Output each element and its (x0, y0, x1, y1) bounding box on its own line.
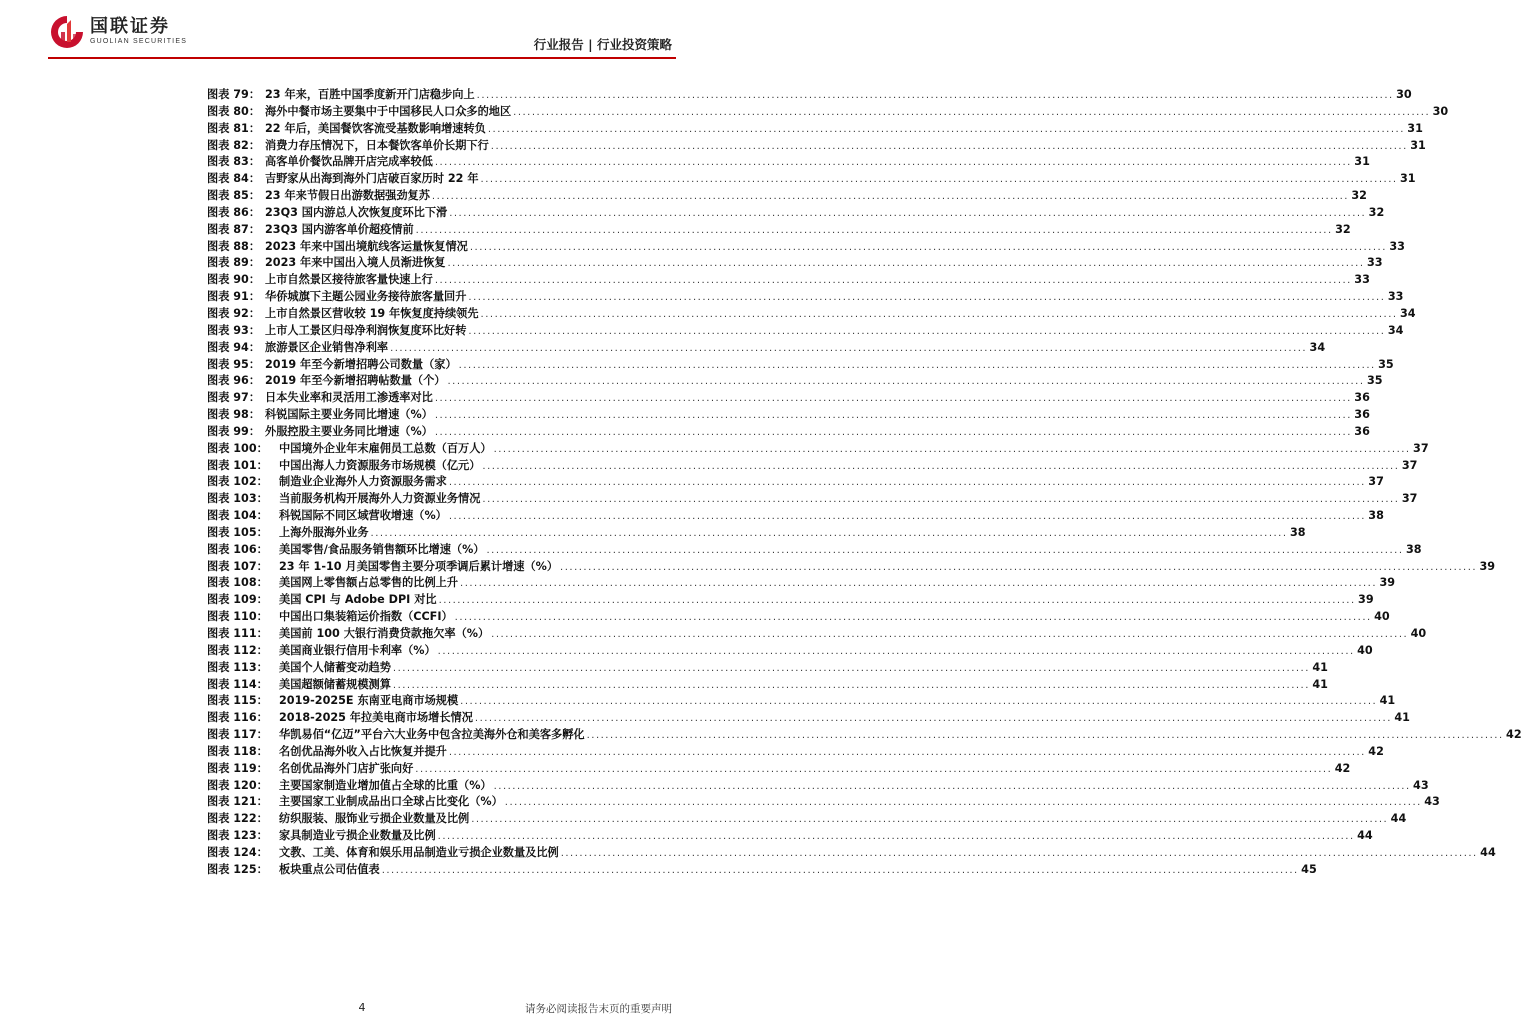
toc-entry[interactable] (207, 474, 1384, 491)
figure-title: 2019-2025E 东南亚电商市场规模 (279, 694, 459, 708)
toc-entry[interactable] (207, 559, 1496, 576)
toc-entry[interactable] (207, 727, 1522, 744)
figure-label: 图表 109： (207, 593, 268, 607)
figure-title: 23Q3 国内游总人次恢复度环比下滑 (265, 205, 448, 219)
toc-entry[interactable] (207, 811, 1407, 828)
page-ref: 36 (1354, 391, 1370, 405)
dot-leader (482, 492, 1399, 509)
dot-leader (447, 374, 1364, 391)
figure-title: 23Q3 国内游客单价超疫情前 (265, 222, 414, 236)
toc-entry[interactable] (207, 306, 1416, 323)
toc-entry[interactable] (207, 272, 1370, 289)
dot-leader (460, 576, 1377, 593)
figure-label: 图表 100： (207, 441, 268, 455)
figure-label: 图表 121： (207, 795, 268, 809)
toc-entry[interactable] (207, 626, 1427, 643)
toc-entry[interactable] (207, 693, 1396, 710)
page-ref: 37 (1401, 492, 1418, 506)
page-ref: 32 (1335, 222, 1351, 236)
page-ref: 34 (1309, 340, 1326, 354)
toc-entry[interactable] (207, 458, 1418, 475)
figure-title: 上市自然景区营收较 19 年恢复度持续领先 (265, 306, 479, 320)
toc-entry[interactable] (207, 828, 1373, 845)
page-ref: 41 (1312, 677, 1328, 691)
figure-title: 上市人工景区归母净利润恢复度环比好转 (265, 323, 467, 337)
figure-label: 图表 94： (207, 340, 261, 354)
toc-entry[interactable] (207, 845, 1496, 862)
figure-label: 图表 125： (207, 862, 268, 876)
dot-leader (371, 526, 1288, 543)
figure-title: 高客单价餐饮品牌开店完成率较低 (265, 155, 433, 169)
toc-entry[interactable] (207, 239, 1405, 256)
figure-label: 图表 88： (207, 239, 261, 253)
toc-entry[interactable] (207, 542, 1422, 559)
figure-title: 科锐国际主要业务同比增速（%） (265, 408, 433, 422)
page-ref: 31 (1400, 172, 1416, 186)
dot-leader (393, 661, 1310, 678)
header-divider (48, 57, 676, 59)
toc-entry[interactable] (207, 744, 1384, 761)
dot-leader (382, 863, 1299, 880)
figure-label: 图表 96： (207, 374, 261, 388)
toc-entry[interactable] (207, 491, 1418, 508)
dot-leader (393, 678, 1310, 695)
dot-leader (449, 509, 1366, 526)
page-ref: 39 (1379, 576, 1396, 590)
figure-label: 图表 83： (207, 155, 261, 169)
figure-title: 日本失业率和灵活用工渗透率对比 (265, 391, 433, 405)
figure-label: 图表 85： (207, 189, 261, 203)
dot-leader (470, 240, 1387, 257)
page-ref: 42 (1334, 761, 1351, 775)
figure-title: 吉野家从出海到海外门店破百家历时 22 年 (265, 172, 479, 186)
logo-english-name: GUOLIAN SECURITIES (90, 38, 188, 45)
dot-leader (513, 105, 1430, 122)
toc-entry[interactable] (207, 390, 1370, 407)
toc-entry[interactable] (207, 424, 1370, 441)
dot-leader (435, 425, 1352, 442)
figure-title: 旅游景区企业销售净利率 (265, 340, 389, 354)
figure-label: 图表 108： (207, 576, 268, 590)
figure-title: 美国前 100 大银行消费贷款拖欠率（%） (279, 627, 490, 640)
toc-entry[interactable] (207, 592, 1374, 609)
figure-title: 上市自然景区接待旅客量快速上行 (265, 273, 433, 287)
dot-leader (481, 307, 1398, 324)
figure-label: 图表 101： (207, 458, 268, 472)
figure-title: 中国出口集装箱运价指数（CCFI） (279, 610, 453, 624)
dot-leader (587, 728, 1504, 745)
toc-entry[interactable] (207, 87, 1412, 104)
figure-title: 美国网上零售额占总零售的比例上升 (279, 576, 459, 590)
page-ref: 33 (1387, 290, 1404, 304)
dot-leader (475, 711, 1392, 728)
page-ref: 38 (1405, 542, 1422, 556)
page-ref: 40 (1410, 627, 1427, 640)
toc-entry[interactable] (207, 289, 1404, 306)
figure-title: 中国境外企业年末雇佣员工总数（百万人） (279, 441, 492, 455)
figure-title: 美国 CPI 与 Adobe DPI 对比 (279, 593, 437, 607)
page-ref: 43 (1413, 778, 1429, 792)
toc-entry[interactable] (207, 660, 1328, 677)
figure-title: 纺织服装、服饰业亏损企业数量及比例 (279, 812, 470, 826)
page-ref: 42 (1506, 728, 1522, 742)
page-ref: 41 (1379, 694, 1396, 708)
page-ref: 39 (1358, 593, 1374, 607)
page-header (0, 0, 724, 62)
page-ref: 44 (1480, 845, 1496, 859)
figure-title: 2018-2025 年拉美电商市场增长情况 (279, 711, 473, 725)
dot-leader (460, 694, 1377, 711)
toc-entry[interactable] (207, 441, 1429, 458)
page-ref: 33 (1366, 256, 1383, 270)
figure-label: 图表 99： (207, 424, 261, 438)
dot-leader (416, 223, 1333, 240)
page-ref: 36 (1354, 424, 1370, 438)
figure-title: 2023 年来中国出境航线客运量恢复情况 (265, 239, 468, 253)
figure-label: 图表 90： (207, 273, 261, 287)
page-ref: 32 (1368, 205, 1385, 219)
page-ref: 44 (1357, 829, 1373, 843)
guolian-logo-icon (50, 14, 84, 50)
dot-leader (468, 324, 1385, 341)
dot-leader (435, 273, 1352, 290)
figure-title: 华凯易佰“亿迈”平台六大业务中包含拉美海外仓和美客多孵化 (279, 728, 585, 742)
toc-entry[interactable] (207, 778, 1429, 795)
page-ref: 45 (1301, 862, 1317, 876)
figure-label: 图表 93： (207, 323, 261, 337)
page-ref: 41 (1312, 660, 1328, 674)
figure-title: 文教、工美、体育和娱乐用品制造业亏损企业数量及比例 (279, 845, 559, 859)
figure-label: 图表 123： (207, 829, 268, 843)
figure-title: 当前服务机构开展海外人力资源业务情况 (279, 492, 481, 506)
figure-label: 图表 120： (207, 778, 268, 792)
figure-label: 图表 95： (207, 357, 261, 371)
figure-label: 图表 79： (207, 88, 261, 101)
page-number: 4 (358, 1001, 366, 1014)
figure-title: 制造业企业海外人力资源服务需求 (279, 475, 447, 489)
disclaimer-note: 请务必阅读报告末页的重要声明 (525, 1003, 672, 1015)
figure-label: 图表 97： (207, 391, 261, 405)
figure-label: 图表 122： (207, 812, 268, 826)
figure-label: 图表 114： (207, 677, 268, 691)
toc-entry[interactable] (207, 609, 1390, 626)
figure-label: 图表 110： (207, 610, 268, 624)
figure-title: 板块重点公司估值表 (279, 862, 380, 876)
guolian-logo (50, 14, 187, 50)
dot-leader (455, 610, 1372, 627)
figure-label: 图表 124： (207, 845, 268, 859)
page-ref: 34 (1400, 306, 1416, 320)
dot-leader (459, 358, 1376, 375)
page-ref: 41 (1394, 711, 1410, 725)
page-ref: 35 (1378, 357, 1394, 371)
figure-label: 图表 104： (207, 509, 268, 523)
page-ref: 37 (1401, 458, 1418, 472)
page-ref: 38 (1368, 509, 1384, 523)
logo-chinese-name: 国联证券 (90, 16, 170, 37)
figure-label: 图表 92： (207, 306, 261, 320)
toc-entry[interactable] (207, 643, 1373, 660)
toc-entry[interactable] (207, 154, 1370, 171)
figure-label: 图表 87： (207, 222, 261, 236)
dot-leader (468, 290, 1385, 307)
dot-leader (505, 795, 1422, 812)
page-ref: 34 (1387, 323, 1404, 337)
toc-entry[interactable] (207, 340, 1326, 357)
dot-leader (449, 475, 1366, 492)
dot-leader (435, 408, 1352, 425)
dot-leader (435, 391, 1352, 408)
page-ref: 40 (1374, 610, 1390, 624)
dot-leader (488, 122, 1405, 139)
dot-leader (438, 644, 1355, 661)
figure-label: 图表 82： (207, 138, 261, 152)
figure-label: 图表 105： (207, 525, 268, 539)
figure-label: 图表 103： (207, 492, 268, 506)
dot-leader (494, 442, 1411, 459)
figure-label: 图表 107： (207, 559, 268, 573)
toc-entry[interactable] (207, 407, 1370, 424)
dot-leader (482, 459, 1399, 476)
toc-entry[interactable] (207, 171, 1416, 188)
dot-leader (491, 139, 1408, 156)
page-ref: 30 (1432, 104, 1449, 118)
toc-entry[interactable] (207, 525, 1306, 542)
figure-label: 图表 116： (207, 711, 268, 725)
figure-title: 美国超额储蓄规模测算 (279, 677, 391, 691)
toc-entry[interactable] (207, 121, 1423, 138)
page-ref: 38 (1289, 525, 1306, 539)
report-category: 行业报告 | 行业投资策略 (533, 37, 672, 52)
toc-entry[interactable] (207, 255, 1383, 272)
page-ref: 37 (1368, 475, 1384, 489)
page-ref: 33 (1354, 273, 1370, 287)
page-ref: 44 (1390, 812, 1407, 826)
figure-title: 上海外服海外业务 (279, 525, 369, 539)
toc-entry[interactable] (207, 794, 1440, 811)
figure-index-list (207, 87, 1522, 879)
figure-label: 图表 106： (207, 542, 268, 556)
dot-leader (438, 829, 1355, 846)
figure-title: 海外中餐市场主要集中于中国移民人口众多的地区 (265, 104, 512, 118)
figure-title: 科锐国际不同区域营收增速（%） (279, 509, 447, 523)
figure-title: 2019 年至今新增招聘帖数量（个） (265, 374, 446, 388)
toc-entry[interactable] (207, 373, 1383, 390)
dot-leader (481, 172, 1398, 189)
dot-leader (471, 812, 1388, 829)
figure-label: 图表 111： (207, 627, 268, 640)
toc-entry[interactable] (207, 357, 1394, 374)
page-ref: 32 (1351, 189, 1367, 203)
figure-title: 名创优品海外收入占比恢复并提升 (279, 744, 447, 758)
toc-entry[interactable] (207, 710, 1410, 727)
page-ref: 36 (1354, 408, 1370, 422)
figure-label: 图表 91： (207, 290, 261, 304)
figure-label: 图表 86： (207, 205, 261, 219)
figure-title: 23 年 1-10 月美国零售主要分项季调后累计增速（%） (279, 559, 559, 573)
toc-entry[interactable] (207, 575, 1396, 592)
figure-title: 名创优品海外门店扩张向好 (279, 761, 414, 775)
figure-title: 23 年来节假日出游数据强劲复苏 (265, 189, 430, 203)
figure-title: 中国出海人力资源服务市场规模（亿元） (279, 458, 481, 472)
figure-title: 2023 年来中国出入境人员渐进恢复 (265, 256, 446, 270)
page-ref: 30 (1396, 88, 1412, 101)
dot-leader (486, 543, 1403, 560)
toc-entry[interactable] (207, 677, 1328, 694)
page-ref: 39 (1479, 559, 1496, 573)
page-ref: 33 (1389, 239, 1405, 253)
figure-title: 美国零售/食品服务销售额环比增速（%） (279, 542, 485, 556)
dot-leader (435, 155, 1352, 172)
page-ref: 42 (1368, 744, 1384, 758)
figure-title: 主要国家制造业增加值占全球的比重（%） (279, 778, 492, 792)
page-ref: 35 (1366, 374, 1383, 388)
dot-leader (561, 846, 1478, 863)
figure-label: 图表 102： (207, 475, 268, 489)
toc-entry[interactable] (207, 323, 1404, 340)
dot-leader (494, 779, 1411, 796)
page-ref: 31 (1354, 155, 1370, 169)
figure-label: 图表 112： (207, 643, 268, 657)
dot-leader (439, 593, 1356, 610)
figure-title: 外服控股主要业务同比增速（%） (265, 424, 433, 438)
toc-entry[interactable] (207, 761, 1351, 778)
figure-title: 美国个人储蓄变动趋势 (279, 660, 391, 674)
figure-label: 图表 119： (207, 761, 268, 775)
toc-entry[interactable] (207, 862, 1317, 879)
page-ref: 31 (1410, 138, 1426, 152)
toc-entry[interactable] (207, 188, 1367, 205)
dot-leader (432, 189, 1349, 206)
dot-leader (390, 341, 1307, 358)
figure-label: 图表 118： (207, 744, 268, 758)
page-ref: 31 (1407, 121, 1423, 135)
figure-title: 主要国家工业制成品出口全球占比变化（%） (279, 795, 503, 809)
figure-label: 图表 81： (207, 121, 261, 135)
figure-title: 22 年后，美国餐饮客流受基数影响增速转负 (265, 121, 486, 135)
page-ref: 43 (1424, 795, 1440, 809)
toc-entry[interactable] (207, 138, 1426, 155)
figure-label: 图表 115： (207, 694, 268, 708)
dot-leader (491, 627, 1408, 644)
dot-leader (447, 256, 1364, 273)
dot-leader (477, 88, 1394, 105)
dot-leader (415, 762, 1332, 779)
toc-entry[interactable] (207, 222, 1351, 239)
figure-title: 23 年来，百胜中国季度新开门店稳步向上 (265, 88, 475, 101)
figure-label: 图表 84： (207, 172, 261, 186)
dot-leader (560, 560, 1477, 577)
figure-title: 家具制造业亏损企业数量及比例 (279, 829, 436, 843)
figure-label: 图表 117： (207, 728, 268, 742)
figure-label: 图表 113： (207, 660, 268, 674)
toc-entry[interactable] (207, 205, 1385, 222)
page-ref: 37 (1413, 441, 1429, 455)
figure-label: 图表 89： (207, 256, 261, 270)
page-ref: 40 (1357, 643, 1373, 657)
toc-entry[interactable] (207, 508, 1384, 525)
figure-title: 美国商业银行信用卡利率（%） (279, 643, 436, 657)
toc-entry[interactable] (207, 104, 1449, 121)
figure-label: 图表 80： (207, 104, 261, 118)
dot-leader (449, 745, 1366, 762)
figure-title: 2019 年至今新增招聘公司数量（家） (265, 357, 457, 371)
figure-label: 图表 98： (207, 408, 261, 422)
figure-title: 消费力存压情况下，日本餐饮客单价长期下行 (265, 138, 489, 152)
dot-leader (449, 206, 1366, 223)
figure-title: 华侨城旗下主题公园业务接待旅客量回升 (265, 290, 467, 304)
